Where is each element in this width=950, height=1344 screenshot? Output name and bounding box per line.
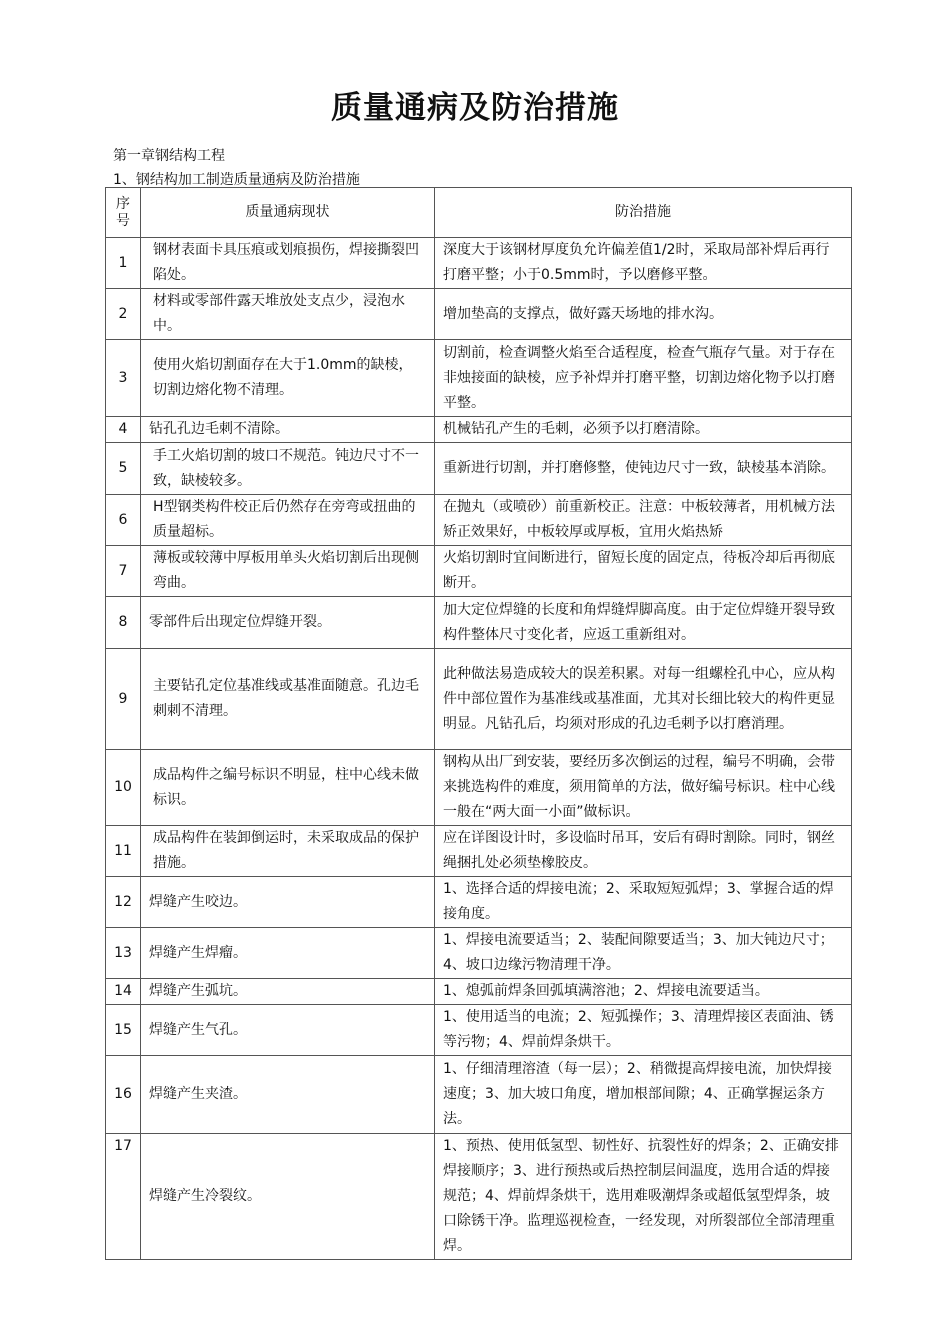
row-problem: 焊缝产生咬边。 — [141, 877, 435, 928]
table-row — [106, 826, 852, 877]
row-problem: 使用火焰切割面存在大于1.0mm的缺棱，切割边熔化物不清理。 — [141, 340, 435, 417]
table-row — [106, 928, 852, 979]
row-measure: 火焰切割时宜间断进行，留短长度的固定点，待板冷却后再彻底断开。 — [435, 546, 852, 597]
row-measure: 钢构从出厂到安装，要经历多次倒运的过程，编号不明确，会带来挑选构件的难度，须用简单的方法，做好编号标识。柱中心线一般在“两大面一小面”做标识。 — [435, 750, 852, 826]
row-measure: 加大定位焊缝的长度和角焊缝焊脚高度。由于定位焊缝开裂导致构件整体尺寸变化者，应返工重新组对。 — [435, 597, 852, 649]
table-row — [106, 1005, 852, 1056]
row-measure: 1、焊接电流要适当；2、装配间隙要适当；3、加大钝边尺寸；4、坡口边缘污物清理干净。 — [435, 928, 852, 979]
row-num: 9 — [106, 649, 141, 750]
chapter-heading: 第一章钢结构工程 — [113, 148, 225, 164]
table-row — [106, 979, 852, 1005]
header-problem: 质量通病现状 — [141, 188, 435, 238]
row-num: 12 — [106, 877, 141, 928]
row-problem: 材料或零部件露天堆放处支点少，浸泡水中。 — [141, 289, 435, 340]
row-problem: 焊缝产生焊瘤。 — [141, 928, 435, 979]
row-num: 3 — [106, 340, 141, 417]
row-measure: 增加垫高的支撑点，做好露天场地的排水沟。 — [435, 289, 852, 340]
row-num: 15 — [106, 1005, 141, 1056]
row-measure: 重新进行切割，并打磨修整，使钝边尺寸一致，缺棱基本消除。 — [435, 443, 852, 495]
table-row — [106, 238, 852, 289]
row-num: 11 — [106, 826, 141, 877]
row-problem: 焊缝产生气孔。 — [141, 1005, 435, 1056]
table-row — [106, 649, 852, 750]
row-measure: 机械钻孔产生的毛刺，必须予以打磨清除。 — [435, 417, 852, 443]
row-num: 16 — [106, 1056, 141, 1134]
table-row — [106, 750, 852, 826]
table-row — [106, 1056, 852, 1134]
table-row — [106, 877, 852, 928]
row-num: 1 — [106, 238, 141, 289]
table-header-row — [106, 188, 852, 238]
row-measure: 1、使用适当的电流；2、短弧操作；3、清理焊接区表面油、锈等污物；4、焊前焊条烘干。 — [435, 1005, 852, 1056]
row-num: 8 — [106, 597, 141, 649]
row-measure: 此种做法易造成较大的误差积累。对每一组螺栓孔中心，应从构件中部位置作为基准线或基准面，尤其对长细比较大的构件更显明显。凡钻孔后，均须对形成的孔边毛刺予以打磨消理。 — [435, 649, 852, 750]
row-measure: 1、仔细清理溶渣（每一层）；2、稍微提高焊接电流，加快焊接速度；3、加大坡口角度，增加根部间隙；4、正确掌握运条方法。 — [435, 1056, 852, 1134]
table-row — [106, 340, 852, 417]
row-problem: 零部件后出现定位焊缝开裂。 — [141, 597, 435, 649]
row-problem: 薄板或较薄中厚板用单头火焰切割后出现侧弯曲。 — [141, 546, 435, 597]
row-measure: 深度大于该钢材厚度负允许偏差值1/2时，采取局部补焊后再行打磨平整；小于0.5mm时，予以磨修平整。 — [435, 238, 852, 289]
table-row — [106, 443, 852, 495]
row-problem: H型钢类构件校正后仍然存在旁弯或扭曲的质量超标。 — [141, 495, 435, 546]
row-problem: 焊缝产生夹渣。 — [141, 1056, 435, 1134]
section-heading: 1、钢结构加工制造质量通病及防治措施 — [113, 172, 360, 188]
row-measure: 1、预热、使用低氢型、韧性好、抗裂性好的焊条；2、正确安排焊接顺序；3、进行预热或后热控制层间温度，选用合适的焊接规范；4、焊前焊条烘干，选用难吸潮焊条或超低氢型焊条，坡口除锈干净。监理巡视检查，一经发现，对所裂部位全部清理重焊。 — [435, 1134, 852, 1260]
row-problem: 成品构件之编号标识不明显，柱中心线未做标识。 — [141, 750, 435, 826]
row-measure: 应在详图设计时，多设临时吊耳，安后有碍时割除。同时，钢丝绳捆扎处必须垫橡胶皮。 — [435, 826, 852, 877]
row-problem: 钢材表面卡具压痕或划痕损伤，焊接撕裂凹陷处。 — [141, 238, 435, 289]
row-measure: 1、选择合适的焊接电流；2、采取短短弧焊；3、掌握合适的焊接角度。 — [435, 877, 852, 928]
page-title: 质量通病及防治措施 — [331, 90, 619, 126]
row-num: 6 — [106, 495, 141, 546]
row-num: 5 — [106, 443, 141, 495]
row-measure: 1、熄弧前焊条回弧填满溶池；2、焊接电流要适当。 — [435, 979, 852, 1005]
row-num: 4 — [106, 417, 141, 443]
row-num: 17 — [106, 1134, 141, 1260]
row-measure: 切割前，检查调整火焰至合适程度，检查气瓶存气量。对于存在非烛接面的缺棱，应予补焊并打磨平整，切割边熔化物予以打磨平整。 — [435, 340, 852, 417]
row-problem: 焊缝产生冷裂纹。 — [141, 1134, 435, 1260]
row-measure: 在抛丸（或喷砂）前重新校正。注意：中板较薄者，用机械方法矫正效果好，中板较厚或厚板，宜用火焰热矫 — [435, 495, 852, 546]
row-problem: 手工火焰切割的坡口不规范。钝边尺寸不一致，缺棱较多。 — [141, 443, 435, 495]
row-num: 14 — [106, 979, 141, 1005]
row-num: 2 — [106, 289, 141, 340]
header-measure: 防治措施 — [435, 188, 852, 238]
table-row — [106, 495, 852, 546]
header-num: 序号 — [106, 188, 141, 238]
table-row — [106, 289, 852, 340]
row-problem: 焊缝产生弧坑。 — [141, 979, 435, 1005]
row-num: 10 — [106, 750, 141, 826]
table-row — [106, 546, 852, 597]
row-num: 13 — [106, 928, 141, 979]
table-row — [106, 597, 852, 649]
row-problem: 主要钻孔定位基准线或基准面随意。孔边毛刺刺不清理。 — [141, 649, 435, 750]
row-problem: 成品构件在装卸倒运时，未采取成品的保护措施。 — [141, 826, 435, 877]
quality-defects-table — [105, 187, 852, 1260]
table-row — [106, 417, 852, 443]
table-row — [106, 1134, 852, 1260]
row-num: 7 — [106, 546, 141, 597]
row-problem: 钻孔孔边毛刺不清除。 — [141, 417, 435, 443]
